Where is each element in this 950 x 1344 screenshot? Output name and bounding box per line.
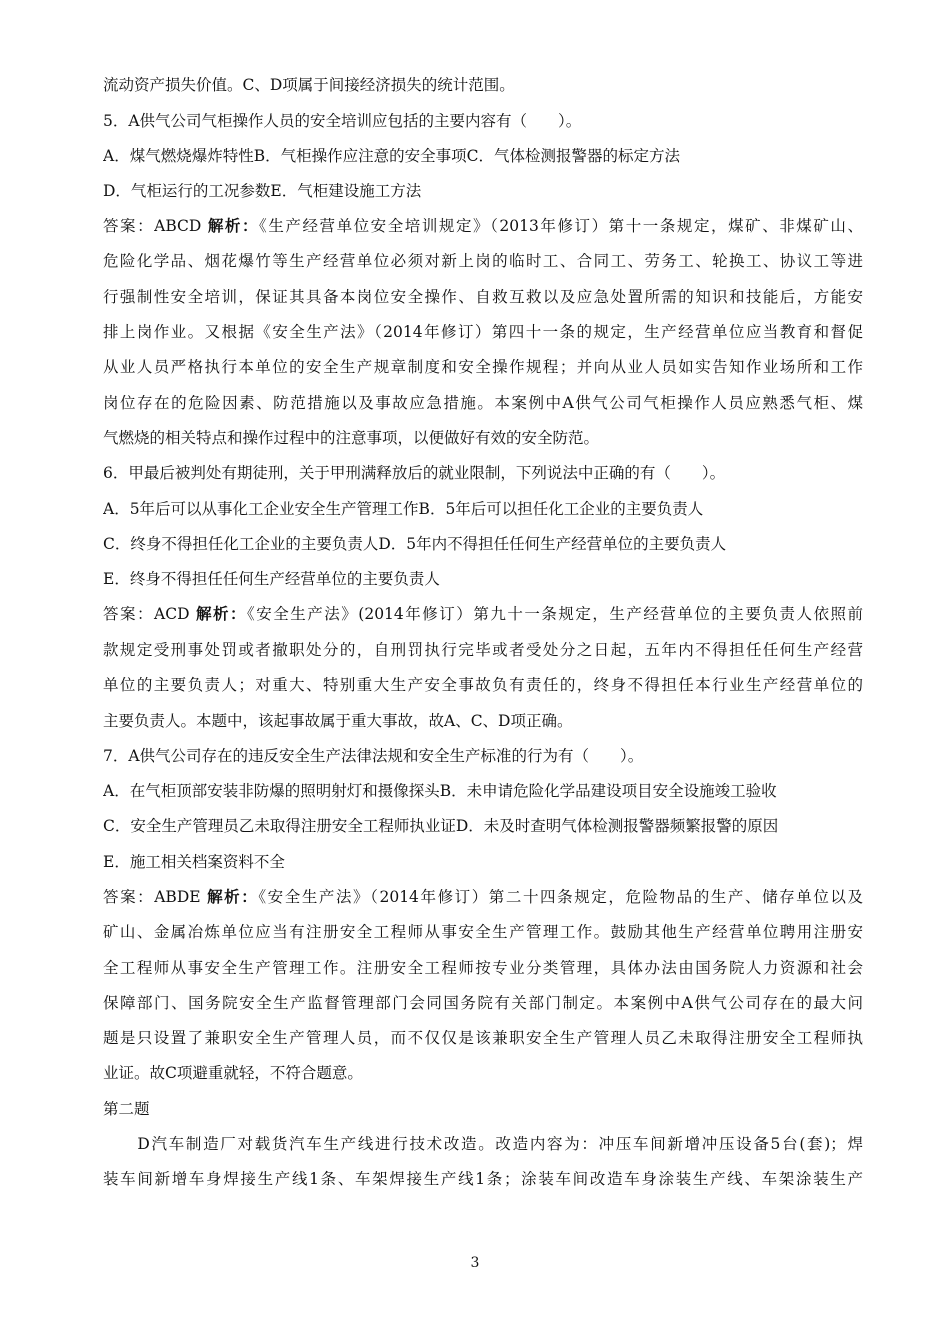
analysis-text: 《安全生产法》（2014年修订）第二十四条规定，危险物品的生产、储存单位以及 — [258, 888, 863, 906]
text-line: 危险化学品、烟花爆竹等生产经营单位必须对新上岗的临时工、合同工、劳务工、轮换工、协议工等进 — [103, 252, 863, 270]
q6-options-3: E．终身不得担任任何生产经营单位的主要负责人 — [103, 570, 440, 588]
analysis-label: 解析： — [207, 216, 260, 235]
paragraph-line: D汽车制造厂对载货汽车生产线进行技术改造。改造内容为：冲压车间新增冲压设备5台(套)；焊 — [103, 1135, 863, 1153]
q7-answer-line — [103, 887, 863, 907]
answer-prefix: 答案：ABDE — [103, 888, 208, 906]
text-line: 流动资产损失价值。C、D项属于间接经济损失的统计范围。 — [103, 76, 515, 94]
text-line: 全工程师从事安全生产管理工作。注册安全工程师按专业分类管理，具体办法由国务院人力资源和社会 — [103, 959, 863, 977]
answer-prefix: 答案：ABCD — [103, 217, 208, 235]
analysis-label: 解析： — [207, 887, 259, 906]
q6-answer-line — [103, 604, 863, 624]
paragraph-line: 装车间新增车身焊接生产线1条、车架焊接生产线1条；涂装车间改造车身涂装生产线、车架涂装生产 — [103, 1170, 863, 1188]
q7-options-3: E．施工相关档案资料不全 — [103, 853, 285, 871]
text-line: 气燃烧的相关特点和操作过程中的注意事项，以便做好有效的安全防范。 — [103, 429, 600, 447]
text-line: 单位的主要负责人；对重大、特别重大生产安全事故负有责任的，终身不得担任本行业生产经营单位的 — [103, 676, 863, 694]
text-line: 矿山、金属冶炼单位应当有注册安全工程师从事安全生产管理工作。鼓励其他生产经营单位聘用注册安 — [103, 923, 863, 941]
section-heading: 第二题 — [103, 1100, 150, 1118]
analysis-text: 《生产经营单位安全培训规定》（2013年修订）第十一条规定，煤矿、非煤矿山、 — [259, 217, 863, 235]
q6-options-1: A．5年后可以从事化工企业安全生产管理工作B．5年后可以担任化工企业的主要负责人 — [103, 500, 704, 518]
text-line: 主要负责人。本题中，该起事故属于重大事故，故A、C、D项正确。 — [103, 712, 573, 730]
text-line: 行强制性安全培训，保证其具备本岗位安全操作、自救互救以及应急处置所需的知识和技能后，方能安 — [103, 288, 863, 306]
text-line: 排上岗作业。又根据《安全生产法》（2014年修订）第四十一条的规定，生产经营单位应当教育和督促 — [103, 323, 863, 341]
answer-prefix: 答案：ACD — [103, 605, 196, 623]
text-line: 款规定受刑事处罚或者撤职处分的，自刑罚执行完毕或者受处分之日起，五年内不得担任任何生产经营 — [103, 641, 863, 659]
q5-options-1: A．煤气燃烧爆炸特性B．气柜操作应注意的安全事项C．气体检测报警器的标定方法 — [103, 147, 680, 165]
analysis-text: 《安全生产法》(2014年修订）第九十一条规定，生产经营单位的主要负责人依照前 — [246, 605, 863, 623]
page-number: 3 — [470, 1255, 480, 1271]
text-line: 岗位存在的危险因素、防范措施以及事故应急措施。本案例中A供气公司气柜操作人员应熟悉气柜、煤 — [103, 394, 863, 412]
q5-answer-line — [103, 216, 863, 236]
text-line: 题是只设置了兼职安全生产管理人员，而不仅仅是该兼职安全生产管理人员乙未取得注册安全工程师执 — [103, 1029, 863, 1047]
text-line: 从业人员严格执行本单位的安全生产规章制度和安全操作规程；并向从业人员如实告知作业场所和工作 — [103, 358, 863, 376]
analysis-label: 解析： — [195, 604, 247, 623]
text-line: 业证。故C项避重就轻，不符合题意。 — [103, 1064, 363, 1082]
question-5: 5．A供气公司气柜操作人员的安全培训应包括的主要内容有（ ）。 — [103, 112, 582, 130]
q6-options-2: C．终身不得担任化工企业的主要负责人D．5年内不得担任任何生产经营单位的主要负责人 — [103, 535, 727, 553]
question-6: 6．甲最后被判处有期徒刑，关于甲刑满释放后的就业限制，下列说法中正确的有（ ）。 — [103, 464, 726, 482]
q7-options-1: A．在气柜顶部安装非防爆的照明射灯和摄像探头B．未申请危险化学品建设项目安全设施竣工验收 — [103, 782, 777, 800]
text-line: 保障部门、国务院安全生产监督管理部门会同国务院有关部门制定。本案例中A供气公司存在的最大问 — [103, 994, 863, 1012]
question-7: 7．A供气公司存在的违反安全生产法律法规和安全生产标准的行为有（ ）。 — [103, 747, 644, 765]
q7-options-2: C．安全生产管理员乙未取得注册安全工程师执业证D．未及时查明气体检测报警器频繁报警的原因 — [103, 817, 779, 835]
q5-options-2: D．气柜运行的工况参数E．气柜建设施工方法 — [103, 182, 422, 200]
